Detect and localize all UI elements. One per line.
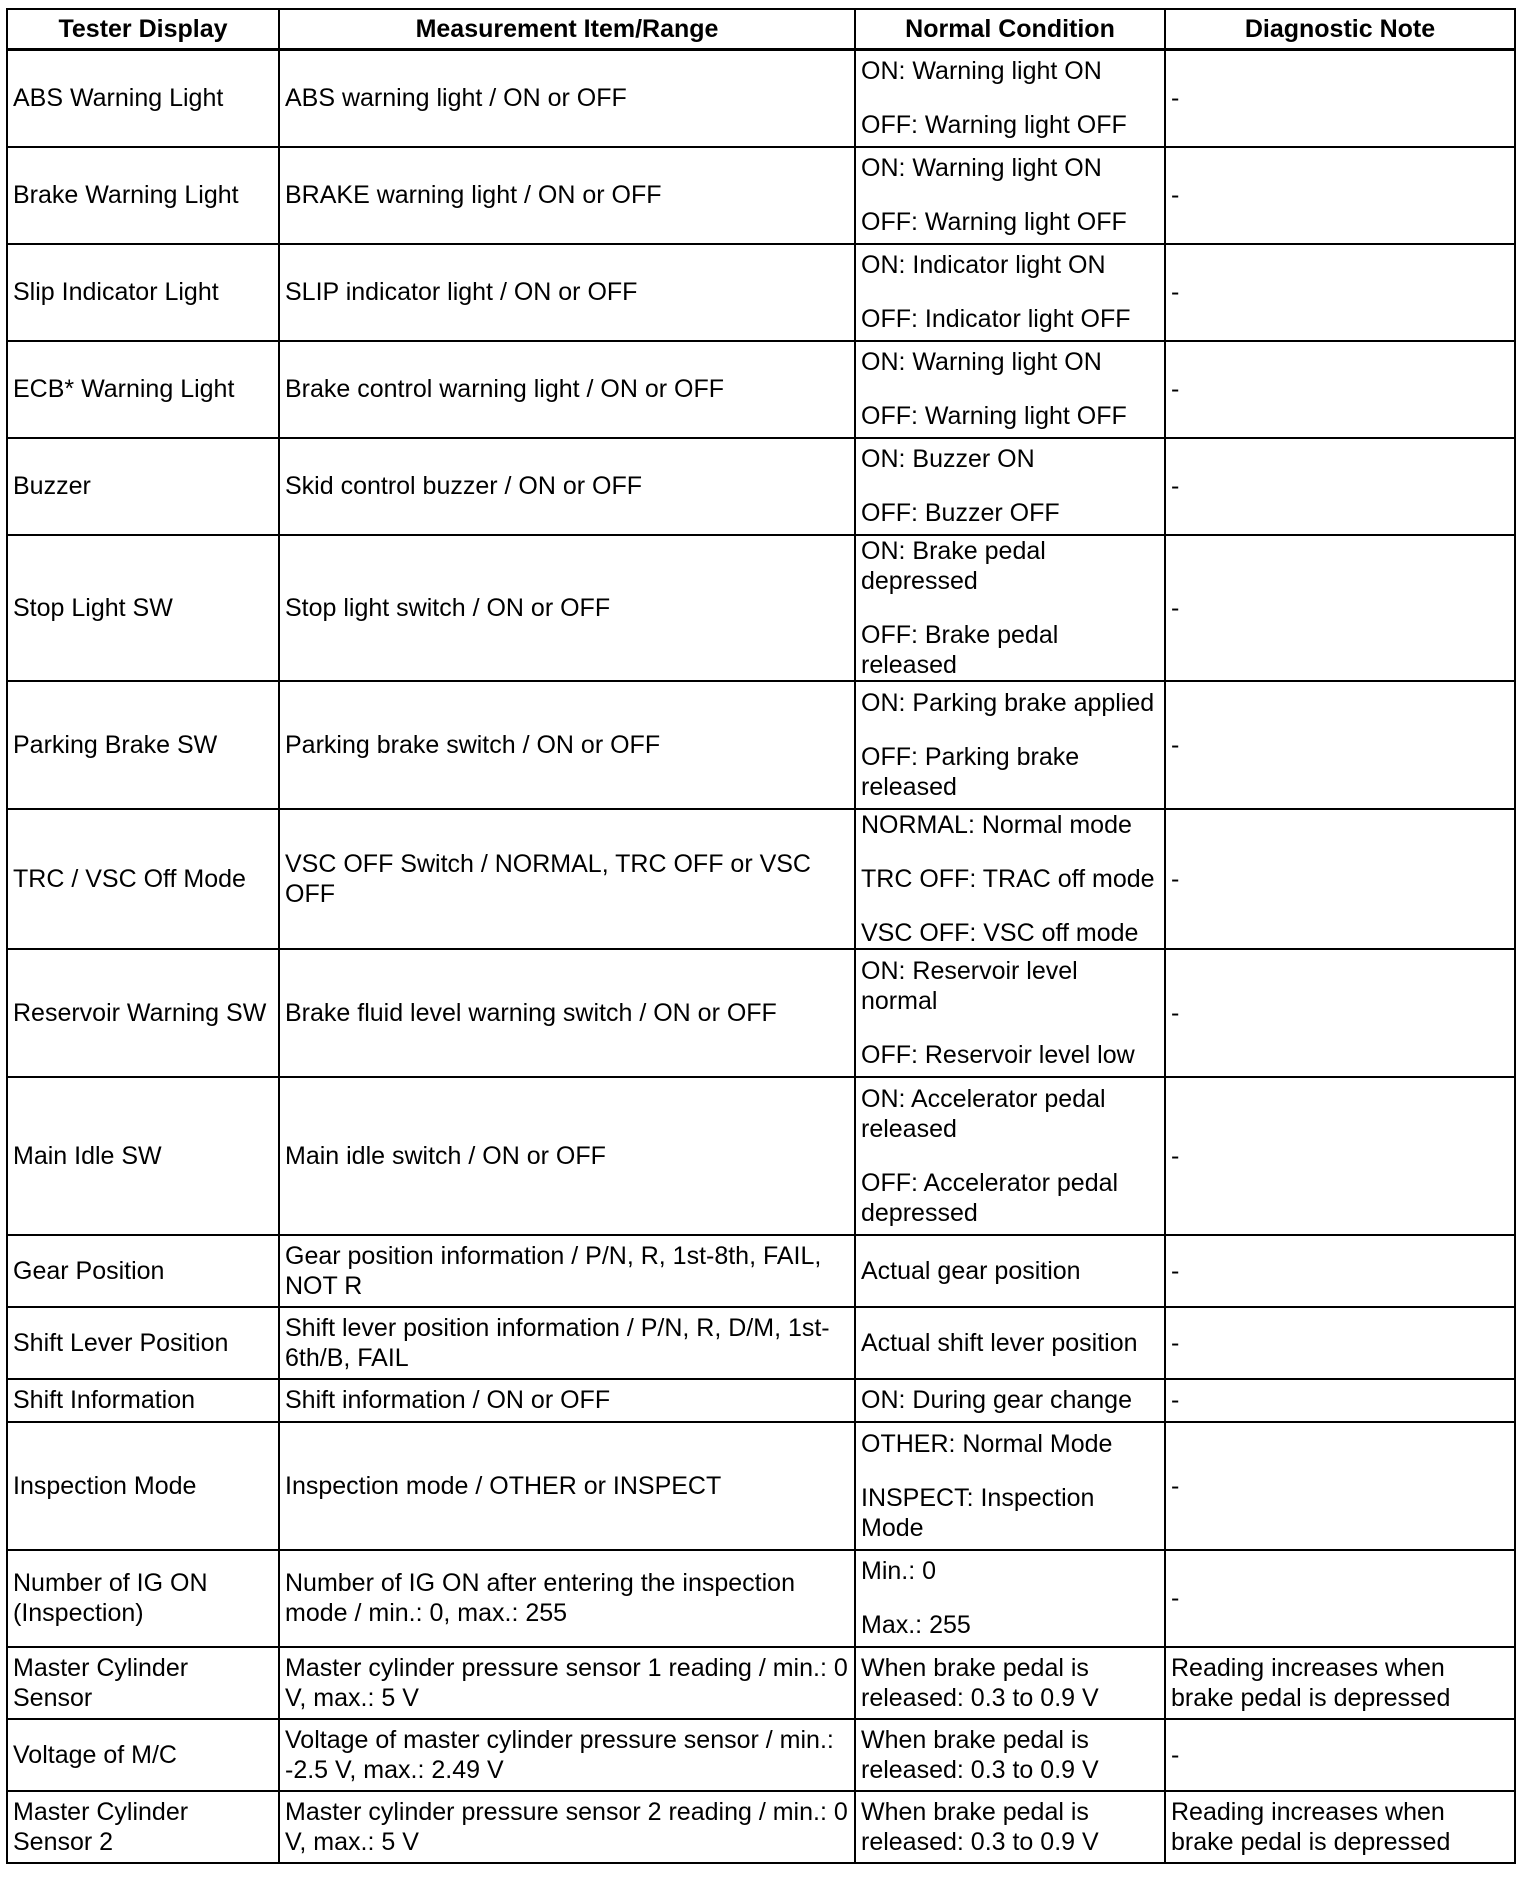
normal-condition-cell — [855, 1647, 1165, 1719]
table-row — [7, 1077, 1515, 1235]
normal-condition-cell — [855, 1550, 1165, 1647]
condition-line: When brake pedal is released: 0.3 to 0.9 V — [861, 1653, 1099, 1712]
diagnostic-note-cell: - — [1165, 949, 1515, 1077]
tester-display-cell: Brake Warning Light — [7, 147, 279, 244]
condition-line: ON: Warning light ON — [861, 348, 1102, 376]
tester-display-cell: Shift Information — [7, 1379, 279, 1422]
measurement-item-cell: Master cylinder pressure sensor 2 reading / min.: 0 V, max.: 5 V — [279, 1791, 855, 1863]
table-row — [7, 244, 1515, 341]
condition-line: Actual shift lever position — [861, 1328, 1138, 1357]
measurement-item-cell: Master cylinder pressure sensor 1 reading / min.: 0 V, max.: 5 V — [279, 1647, 855, 1719]
condition-line: OFF: Warning light OFF — [861, 111, 1127, 140]
table-row — [7, 1550, 1515, 1647]
table-row — [7, 147, 1515, 244]
table-row — [7, 1235, 1515, 1307]
tester-display-cell: Gear Position — [7, 1235, 279, 1307]
normal-condition-cell — [855, 1379, 1165, 1422]
header-normal-condition: Normal Condition — [855, 9, 1165, 50]
tester-display-cell: Slip Indicator Light — [7, 244, 279, 341]
measurement-item-cell: BRAKE warning light / ON or OFF — [279, 147, 855, 244]
header-measurement-item: Measurement Item/Range — [279, 9, 855, 50]
condition-line: When brake pedal is released: 0.3 to 0.9 V — [861, 1797, 1099, 1856]
condition-line: OFF: Reservoir level low — [861, 1040, 1135, 1069]
diagnostic-note-cell: Reading increases when brake pedal is depressed — [1165, 1791, 1515, 1863]
normal-condition-cell — [855, 681, 1165, 809]
diagnostic-note-cell: - — [1165, 535, 1515, 681]
normal-condition-cell — [855, 1422, 1165, 1550]
condition-line: OFF: Accelerator pedal depressed — [861, 1168, 1119, 1227]
normal-condition-cell — [855, 1077, 1165, 1235]
diagnostic-note-cell: - — [1165, 1077, 1515, 1235]
header-tester-display: Tester Display — [7, 9, 279, 50]
condition-line: ON: Buzzer ON — [861, 445, 1035, 473]
diagnostic-note-cell: - — [1165, 1719, 1515, 1791]
condition-line: Min.: 0 — [861, 1557, 937, 1585]
normal-condition-cell — [855, 438, 1165, 535]
condition-line: ON: Indicator light ON — [861, 251, 1106, 279]
table-header-row — [7, 9, 1515, 50]
diagnostic-note-cell: - — [1165, 1235, 1515, 1307]
tester-display-cell: Reservoir Warning SW — [7, 949, 279, 1077]
condition-line: OFF: Indicator light OFF — [861, 305, 1131, 333]
measurement-item-cell: Gear position information / P/N, R, 1st-8th, FAIL, NOT R — [279, 1235, 855, 1307]
condition-line: OFF: Brake pedal released — [861, 620, 1059, 679]
normal-condition-cell — [855, 1719, 1165, 1791]
normal-condition-cell — [855, 1307, 1165, 1379]
condition-line: ON: Parking brake applied — [861, 688, 1155, 717]
condition-line: INSPECT: Inspection Mode — [861, 1483, 1095, 1542]
tester-display-cell: Main Idle SW — [7, 1077, 279, 1235]
measurement-item-cell: Voltage of master cylinder pressure sensor / min.: -2.5 V, max.: 2.49 V — [279, 1719, 855, 1791]
normal-condition-cell — [855, 50, 1165, 147]
measurement-item-cell: ABS warning light / ON or OFF — [279, 50, 855, 147]
tester-display-cell: Parking Brake SW — [7, 681, 279, 809]
tester-display-cell: TRC / VSC Off Mode — [7, 809, 279, 949]
measurement-item-cell: SLIP indicator light / ON or OFF — [279, 244, 855, 341]
diagnostic-note-cell: - — [1165, 244, 1515, 341]
normal-condition-cell — [855, 147, 1165, 244]
condition-line: OFF: Warning light OFF — [861, 208, 1127, 236]
table-row — [7, 438, 1515, 535]
measurement-item-cell: Skid control buzzer / ON or OFF — [279, 438, 855, 535]
diagnostic-note-cell: - — [1165, 681, 1515, 809]
diagnostic-note-cell: - — [1165, 1379, 1515, 1422]
condition-line: Max.: 255 — [861, 1611, 971, 1639]
condition-line: ON: Warning light ON — [861, 57, 1102, 86]
tester-display-cell: Shift Lever Position — [7, 1307, 279, 1379]
diagnostic-note-cell: - — [1165, 341, 1515, 438]
tester-display-cell: Buzzer — [7, 438, 279, 535]
condition-line: NORMAL: Normal mode — [861, 810, 1132, 839]
condition-line: When brake pedal is released: 0.3 to 0.9 V — [861, 1725, 1099, 1784]
tester-display-cell: Stop Light SW — [7, 535, 279, 681]
condition-line: OTHER: Normal Mode — [861, 1429, 1113, 1458]
tester-display-cell: Master Cylinder Sensor 2 — [7, 1791, 279, 1863]
diagnostic-note-cell: - — [1165, 147, 1515, 244]
table-row — [7, 949, 1515, 1077]
diagnostic-note-cell: - — [1165, 438, 1515, 535]
tester-display-cell: ECB* Warning Light — [7, 341, 279, 438]
table-body — [7, 50, 1515, 1863]
condition-line: ON: Brake pedal depressed — [861, 536, 1046, 595]
tester-display-cell: Inspection Mode — [7, 1422, 279, 1550]
measurement-item-cell: Number of IG ON after entering the inspection mode / min.: 0, max.: 255 — [279, 1550, 855, 1647]
measurement-item-cell: VSC OFF Switch / NORMAL, TRC OFF or VSC OFF — [279, 809, 855, 949]
measurement-item-cell: Brake control warning light / ON or OFF — [279, 341, 855, 438]
condition-line: Actual gear position — [861, 1256, 1081, 1285]
tester-display-cell: Master Cylinder Sensor — [7, 1647, 279, 1719]
normal-condition-cell — [855, 535, 1165, 681]
table-row — [7, 1791, 1515, 1863]
normal-condition-cell — [855, 949, 1165, 1077]
normal-condition-cell — [855, 341, 1165, 438]
measurement-item-cell: Shift lever position information / P/N, R, D/M, 1st-6th/B, FAIL — [279, 1307, 855, 1379]
condition-line: ON: During gear change — [861, 1386, 1132, 1414]
measurement-item-cell: Inspection mode / OTHER or INSPECT — [279, 1422, 855, 1550]
table-row — [7, 1379, 1515, 1422]
tester-display-cell: Number of IG ON (Inspection) — [7, 1550, 279, 1647]
condition-line: VSC OFF: VSC off mode — [861, 918, 1139, 947]
condition-line: TRC OFF: TRAC off mode — [861, 864, 1155, 893]
measurement-item-cell: Brake fluid level warning switch / ON or OFF — [279, 949, 855, 1077]
condition-line: ON: Warning light ON — [861, 154, 1102, 182]
measurement-item-cell: Stop light switch / ON or OFF — [279, 535, 855, 681]
normal-condition-cell — [855, 1235, 1165, 1307]
table-row — [7, 341, 1515, 438]
table-row — [7, 535, 1515, 681]
measurement-item-cell: Main idle switch / ON or OFF — [279, 1077, 855, 1235]
diagnostic-note-cell: - — [1165, 1550, 1515, 1647]
condition-line: ON: Accelerator pedal released — [861, 1084, 1106, 1143]
condition-line: ON: Reservoir level normal — [861, 956, 1078, 1015]
table-row — [7, 1307, 1515, 1379]
table-row — [7, 1719, 1515, 1791]
diagnostic-note-cell: Reading increases when brake pedal is depressed — [1165, 1647, 1515, 1719]
table-row — [7, 1647, 1515, 1719]
data-list-table — [6, 8, 1516, 1864]
normal-condition-cell — [855, 809, 1165, 949]
diagnostic-note-cell: - — [1165, 1422, 1515, 1550]
tester-display-cell: ABS Warning Light — [7, 50, 279, 147]
normal-condition-cell — [855, 1791, 1165, 1863]
measurement-item-cell: Shift information / ON or OFF — [279, 1379, 855, 1422]
diagnostic-note-cell: - — [1165, 50, 1515, 147]
header-diagnostic-note: Diagnostic Note — [1165, 9, 1515, 50]
table-row — [7, 1422, 1515, 1550]
table-row — [7, 50, 1515, 147]
measurement-item-cell: Parking brake switch / ON or OFF — [279, 681, 855, 809]
condition-line: OFF: Parking brake released — [861, 742, 1080, 801]
normal-condition-cell — [855, 244, 1165, 341]
condition-line: OFF: Buzzer OFF — [861, 499, 1060, 527]
tester-display-cell: Voltage of M/C — [7, 1719, 279, 1791]
condition-line: OFF: Warning light OFF — [861, 402, 1127, 430]
diagnostic-note-cell: - — [1165, 1307, 1515, 1379]
diagnostic-note-cell: - — [1165, 809, 1515, 949]
table-row — [7, 681, 1515, 809]
table-row — [7, 809, 1515, 949]
